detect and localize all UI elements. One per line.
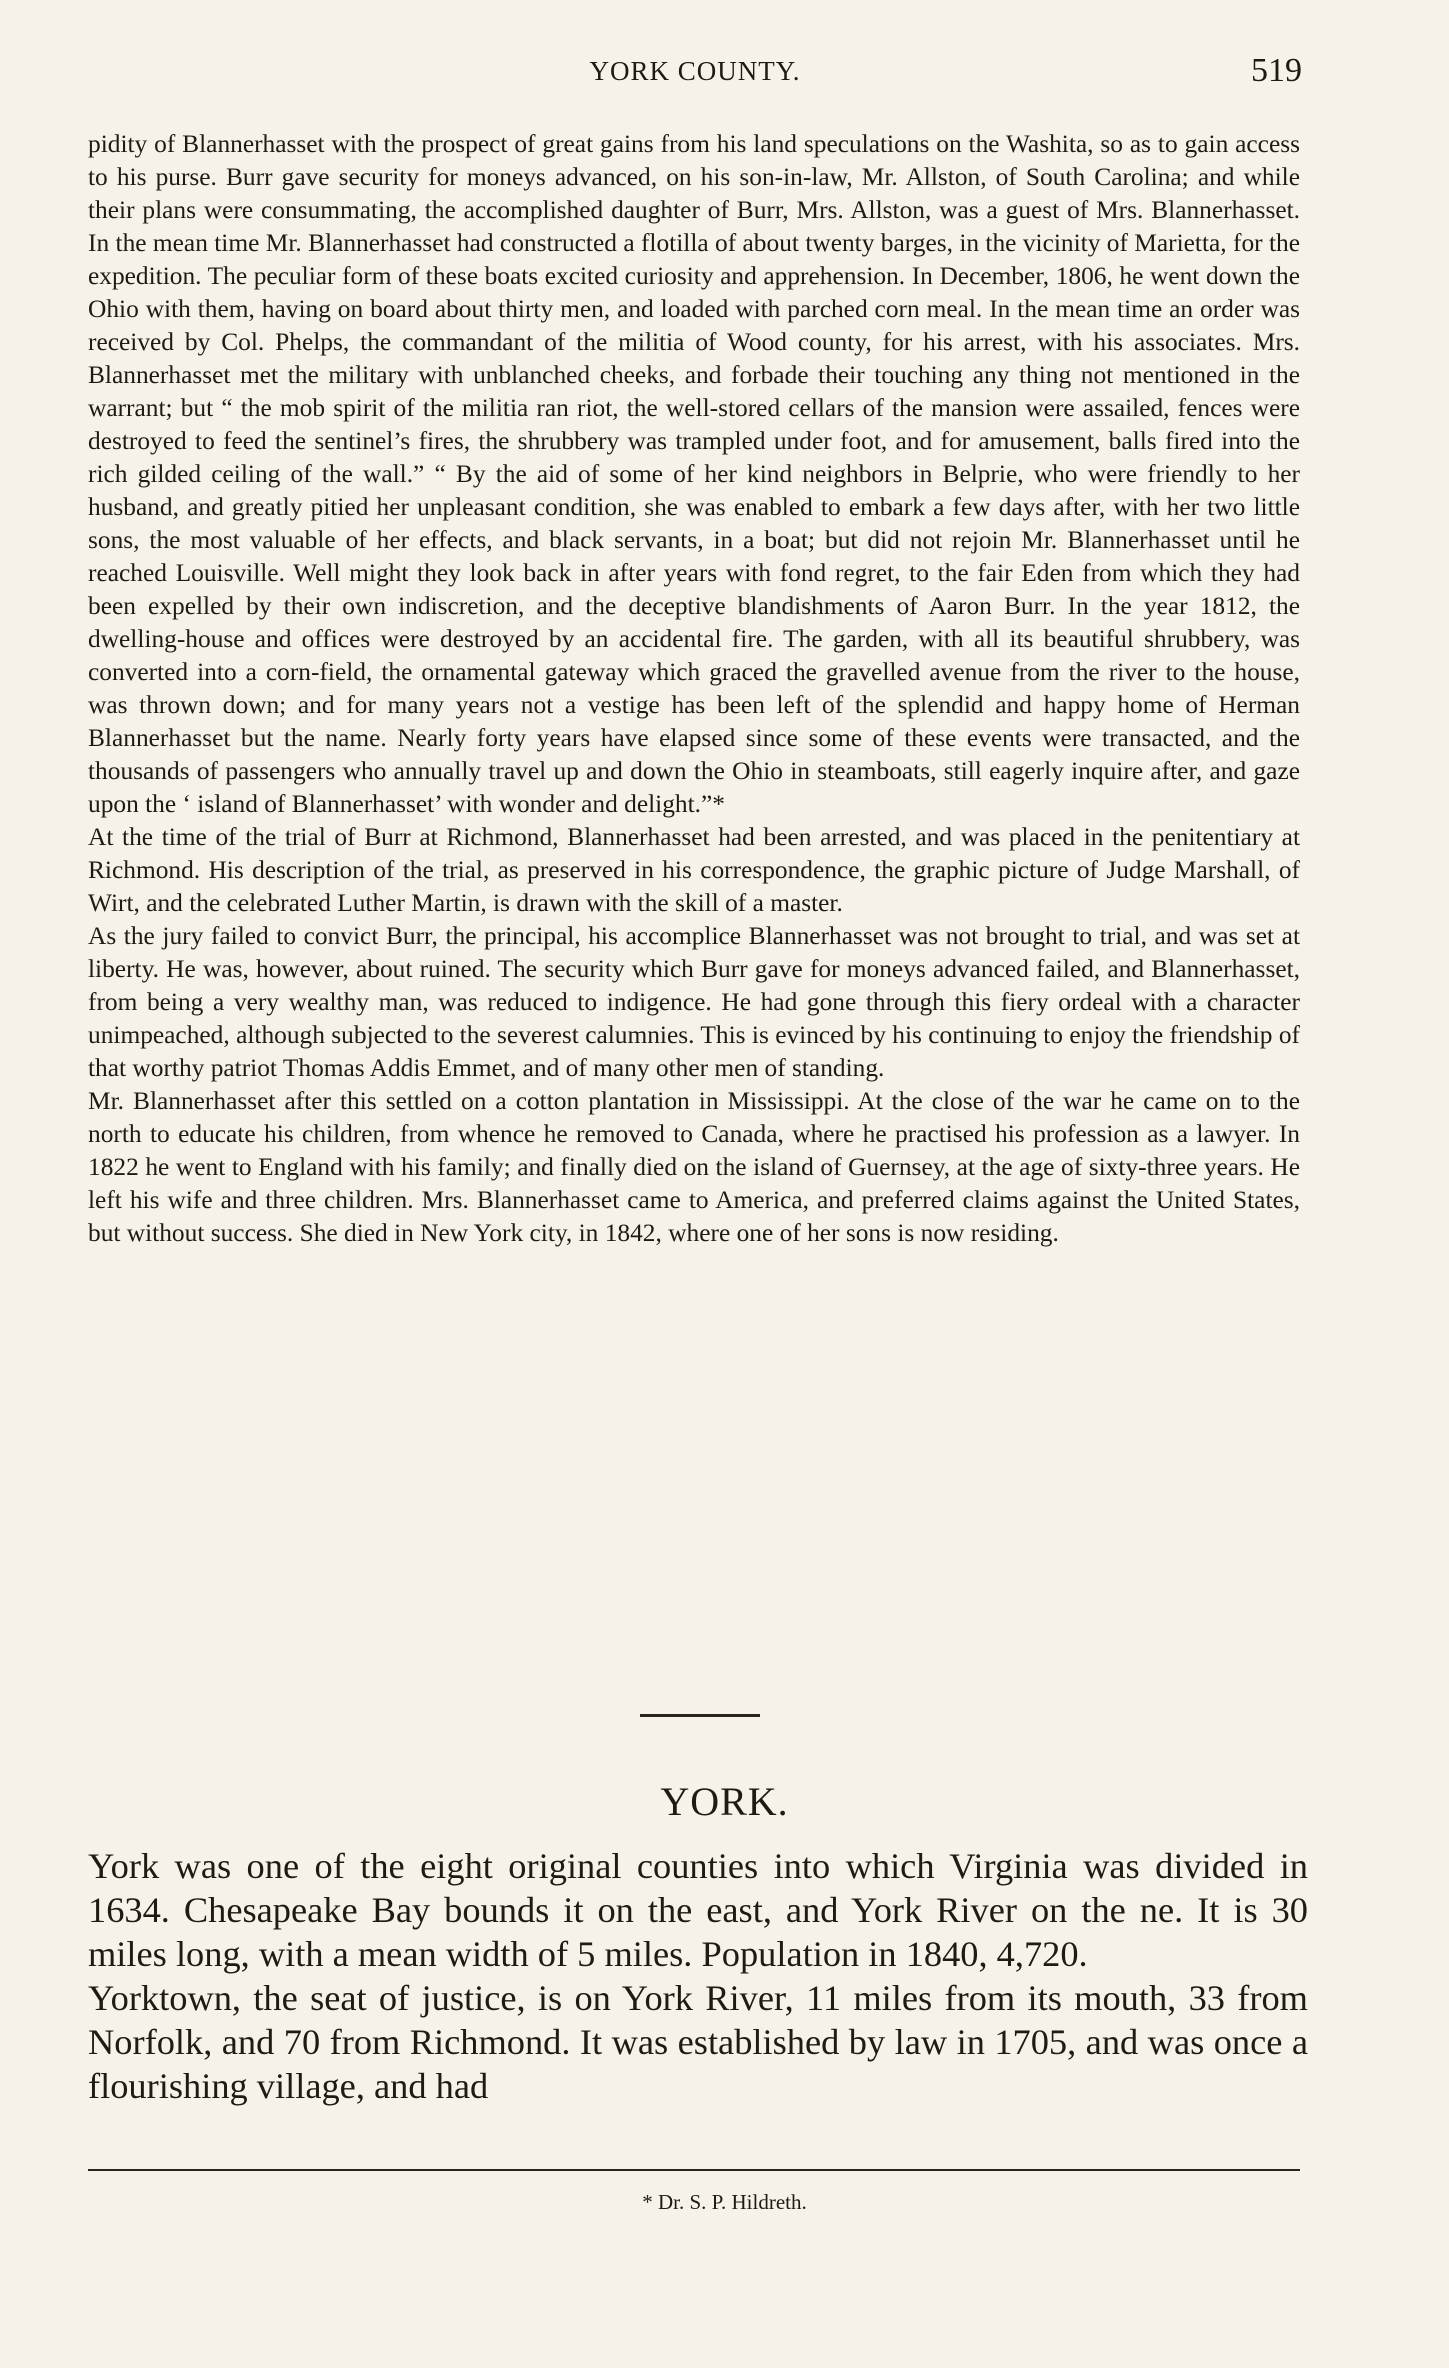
paragraph-4: Mr. Blannerhasset after this settled on a cotton plantation in Mississippi. At the close of the war he came on to the north to educate his children, from whence he removed to Canada, where he practised his profession as a lawyer. In 1822 he went to England with his family; and finally died on the island of Guernsey, at the age of sixty-three years. He left his wife and three children. Mrs. Blannerhasset came to America, and preferred claims against the United States, but without success. She died in New York city, in 1842, where one of her sons is now residing.	[88, 1087, 1300, 1247]
section-heading: YORK.	[660, 1779, 789, 1824]
footnote: * Dr. S. P. Hildreth.	[642, 2190, 807, 2214]
running-head	[88, 52, 1302, 92]
paragraph-3: As the jury failed to convict Burr, the principal, his accomplice Blannerhasset was not brought to trial, and was set at liberty. He was, however, about ruined. The security which Burr gave for moneys advanced failed, and Blannerhasset, from being a very wealthy man, was reduced to indigence. He had gone through this fiery ordeal with a character unimpeached, although subjected to the severest calumnies. This is evinced by his continuing to enjoy the friendship of that worthy patriot Thomas Addis Emmet, and of many other men of standing.	[88, 922, 1300, 1082]
page-number: 519	[1251, 52, 1302, 89]
footnote-rule	[88, 2169, 1300, 2171]
paragraph-1: pidity of Blannerhasset with the prospect of great gains from his land speculations on the Washita, so as to gain access to his purse. Burr gave security for moneys advanced, on his son-in-law, Mr. Allston, of South Carolina; and while their plans were consummating, the accomplished daughter of Burr, Mrs. Allston, was a guest of Mrs. Blannerhasset. In the mean time Mr. Blannerhasset had constructed a flotilla of about twenty barges, in the vicinity of Marietta, for the expedition. The peculiar form of these boats excited curiosity and apprehension. In December, 1806, he went down the Ohio with them, having on board about thirty men, and loaded with parched corn meal. In the mean time an order was received by Col. Phelps, the commandant of the militia of Wood county, for his arrest, with his associates. Mrs. Blannerhasset met the military with unblanched cheeks, and forbade their touching any thing not mentioned in the warrant; but “ the mob spirit of the militia ran riot, the well-stored cellars of the mansion were assailed, fences were destroyed to feed the sentinel’s fires, the shrubbery was trampled under foot, and for amusement, balls fired into the rich gilded ceiling of the wall.” “ By the aid of some of her kind neighbors in Belprie, who were friendly to her husband, and greatly pitied her unpleasant condition, she was enabled to embark a few days after, with her two little sons, the most valuable of her effects, and black servants, in a boat; but did not rejoin Mr. Blannerhasset until he reached Louisville. Well might they look back in after years with fond regret, to the fair Eden from which they had been expelled by their own indiscretion, and the deceptive blandishments of Aaron Burr. In the year 1812, the dwelling-house and offices were destroyed by an accidental fire. The garden, with all its beautiful shrubbery, was converted into a corn-field, the ornamental gateway which graced the gravelled avenue from the river to the house, was thrown down; and for many years not a vestige has been left of the splendid and happy home of Herman Blannerhasset but the name. Nearly forty years have elapsed since some of these events were transacted, and the thousands of passengers who annually travel up and down the Ohio in steamboats, still eagerly inquire after, and gaze upon the ‘ island of Blannerhasset’ with wonder and delight.”*	[88, 130, 1300, 818]
section-paragraph-1: York was one of the eight original counties into which Virginia was divided in 1634. Chesapeake Bay bounds it on the east, and York River on the ne. It is 30 miles long, with a mean width of 5 miles. Population in 1840, 4,720.	[88, 1846, 1308, 1974]
running-title: YORK COUNTY.	[589, 56, 801, 86]
body-text	[88, 128, 1300, 1250]
section-divider	[640, 1714, 760, 1717]
section-paragraph-2: Yorktown, the seat of justice, is on York River, 11 miles from its mouth, 33 from Norfolk, and 70 from Richmond. It was established by law in 1705, and was once a flourishing village, and had	[88, 1978, 1308, 2106]
section-text	[88, 1844, 1308, 2108]
paragraph-2: At the time of the trial of Burr at Richmond, Blannerhasset had been arrested, and was placed in the penitentiary at Richmond. His description of the trial, as preserved in his correspondence, the graphic picture of Judge Marshall, of Wirt, and the celebrated Luther Martin, is drawn with the skill of a master.	[88, 823, 1300, 917]
